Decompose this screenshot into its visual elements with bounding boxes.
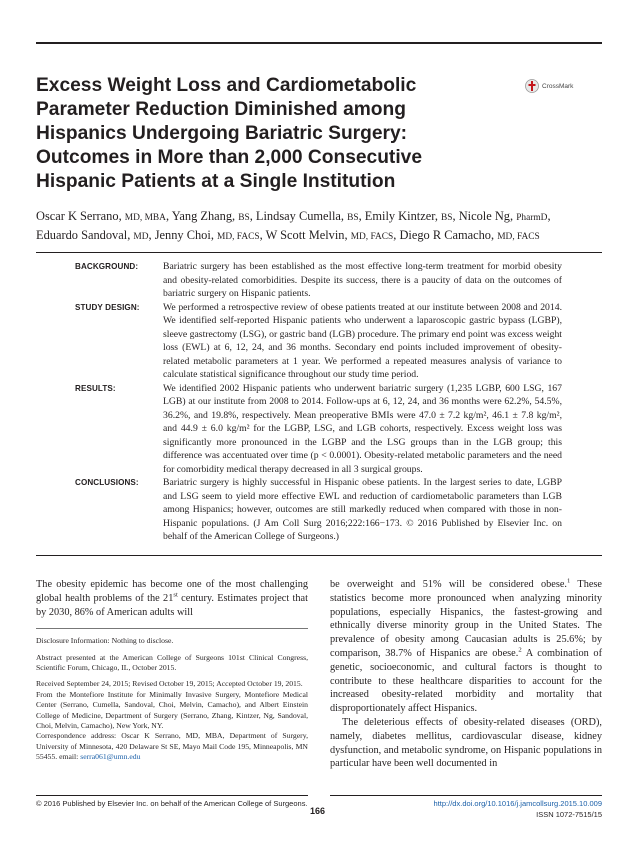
crossmark-icon bbox=[525, 78, 539, 94]
author-degree: BS bbox=[441, 213, 453, 223]
author-degree: MD, MBA bbox=[124, 213, 166, 223]
doi-link[interactable]: http://dx.doi.org/10.1016/j.jamcollsurg.2015.10.009 bbox=[433, 799, 602, 808]
body-text: be overweight and 51% will be considered obese. bbox=[330, 579, 567, 590]
crossmark-badge[interactable] bbox=[525, 78, 573, 94]
abstract-heading: BACKGROUND: bbox=[75, 262, 139, 271]
abstract-heading: RESULTS: bbox=[75, 383, 116, 393]
author-name: Nicole Ng bbox=[458, 209, 510, 223]
footer-right bbox=[434, 799, 602, 820]
affiliation-note: From the Montefiore Institute for Minimally Invasive Surgery, Montefiore Medical Center (Serrano, Cumella, Sandoval, Choi, Melvin, Camacho), and Albert Einstein College of Medicine, Department of Surgery (Serrano, Zhang, Kintzer, Ng, Sandoval, Choi, Melvin, Camacho), New York, NY. bbox=[36, 689, 308, 731]
abstract-top-rule bbox=[36, 252, 602, 253]
author-name: W Scott Melvin bbox=[265, 228, 345, 242]
author-line: Eduardo Sandoval, MD, Jenny Choi, MD, FACS, W Scott Melvin, MD, FACS, Diego R Camacho, MD, FACS bbox=[36, 228, 540, 242]
author-degree: MD bbox=[133, 232, 149, 242]
abstract-heading: CONCLUSIONS: bbox=[75, 478, 139, 487]
correspondence-note bbox=[36, 731, 308, 762]
author-line: Oscar K Serrano, MD, MBA, Yang Zhang, BS, Lindsay Cumella, BS, Emily Kintzer, BS, Nicole Ng, PharmD, bbox=[36, 209, 551, 223]
body-text: A combination of genetic, socioeconomic, and cultural factors is thought to contribute to these healthcare disparities to account for the increased obesity-related morbidity and mortality that disproportionately affect Hispanics. bbox=[330, 647, 602, 715]
author-degree: MD, FACS bbox=[217, 232, 260, 242]
author-name: Yang Zhang bbox=[171, 209, 233, 223]
email-link[interactable]: serra061@umn.edu bbox=[80, 752, 141, 762]
author-degree: BS bbox=[238, 213, 250, 223]
author-name: Jenny Choi bbox=[154, 228, 211, 242]
abstract-bottom-rule bbox=[36, 555, 602, 556]
abstract-section-study-design bbox=[75, 301, 562, 382]
author-name: Emily Kintzer bbox=[364, 209, 435, 223]
abstract-section-results bbox=[75, 382, 562, 477]
disclosure-note: Disclosure Information: Nothing to disclose. bbox=[36, 636, 174, 646]
page-number: 166 bbox=[310, 806, 326, 816]
title-line: Outcomes in More than 2,000 Consecutive bbox=[36, 147, 422, 168]
abstract-heading: STUDY DESIGN: bbox=[75, 302, 140, 312]
author-degree: BS bbox=[347, 213, 359, 223]
author-name: Eduardo Sandoval bbox=[36, 228, 128, 242]
reference-1[interactable]: 1 bbox=[566, 577, 571, 585]
footer-rule-left bbox=[36, 795, 308, 796]
author-degree: PharmD bbox=[516, 213, 548, 223]
article-title bbox=[36, 74, 506, 194]
structured-abstract bbox=[75, 260, 562, 544]
abstract-text: Bariatric surgery is highly successful in Hispanic obese patients. In the largest series to date, LGBP and LSG seem to yield more effective EWL and reduction of cardiometabolic parameters than LGB among Hispanics; however, outcomes are still markedly reduced when compared with those in non-Hispanic populations. (J Am Coll Surg 2016;222:166−173. © 2016 Published by Elsevier Inc. on behalf of the American College of Surgeons.) bbox=[163, 477, 562, 542]
body-text: These statistics become more pronounced when analyzing minority populations, especially Hispanics, the fastest-growing and ethnically diverse minority group in the United States. The prevalence of obesity among Caucasian adults is 25.6%; by comparison, 38.7% of Hispanics are obese. bbox=[330, 579, 602, 659]
abstract-text: Bariatric surgery has been established as the most effective long-term treatment for morbid obesity and obesity-related comorbidities. Despite its success, there is a paucity of data on the outcomes of bariatric surgery on Hispanic patients. bbox=[163, 261, 562, 299]
body-column-left bbox=[36, 578, 308, 763]
author-name: Oscar K Serrano bbox=[36, 209, 119, 223]
footer-rule-right bbox=[330, 795, 602, 796]
author-name: Lindsay Cumella bbox=[255, 209, 341, 223]
body-paragraph bbox=[330, 578, 602, 716]
reference-2[interactable]: 2 bbox=[518, 646, 522, 654]
abstract-section-background bbox=[75, 260, 562, 301]
title-line: Hispanic Patients at a Single Institution bbox=[36, 171, 396, 192]
footnote-rule bbox=[36, 628, 308, 629]
correspondence-text: Correspondence address: Oscar K Serrano, MD, MBA, Department of Surgery, University of Minnesota, 420 Delaware St SE, Mayo Mail Code 195, Minneapolis, MN 55455. email: bbox=[36, 731, 308, 762]
received-note: Received September 24, 2015; Revised October 19, 2015; Accepted October 19, 2015. bbox=[36, 679, 303, 689]
body-paragraph: The obesity epidemic has become one of the most challenging global health problems of the 21st century. Estimates project that by 2030, 86% of American adults will bbox=[36, 579, 308, 618]
article-notes bbox=[36, 636, 308, 762]
footer-copyright: © 2016 Published by Elsevier Inc. on behalf of the American College of Surgeons. bbox=[36, 799, 308, 808]
top-rule bbox=[36, 42, 602, 44]
author-degree: MD, FACS bbox=[350, 232, 394, 242]
author-degree: MD, FACS bbox=[497, 232, 540, 242]
title-line: Hispanics Undergoing Bariatric Surgery: bbox=[36, 123, 408, 144]
title-line: Parameter Reduction Diminished among bbox=[36, 99, 406, 120]
abstract-text: We performed a retrospective review of obese patients treated at our institute between 2008 and 2014. We identified self-reported Hispanic patients who underwent a laparoscopic gastric bypass (LGBP), sleeve gastrectomy (LSG), or gastric band (LGB) procedure. The primary end point was excess weight loss (EWL) at 6, 12, 24, and 36 months. Secondary end points included improvement of obesity-related metabolic parameters at 1 year. We performed a repeated measures analysis of variance to calculate statistical significance throughout our study time period. bbox=[163, 301, 562, 380]
abstract-text: We identified 2002 Hispanic patients who underwent bariatric surgery (1,235 LGBP, 600 LSG, 167 LGB) at our institute from 2008 to 2014. Follow-ups at 6, 12, 24, and 36 months were 62.2%, 54.5%, 36.2%, and 19.8%, respectively. Mean preoperative BMIs were 47.0 ± 7.2 kg/m², 46.1 ± 7.8 kg/m², and 44.9 ± 6.0 kg/m² for the LGBP, LSG, and LGB cohorts, respectively. Excess weight loss was significantly more pronounced in the LGBP and the LSG groups than in the LGB group; this difference was accentuated over time (p < 0.0001). Obesity-related metabolic parameters and the need for comorbidity medical therapy decreased in all 3 surgical groups. bbox=[163, 382, 562, 475]
author-name: Diego R Camacho bbox=[399, 228, 492, 242]
issn: ISSN 1072-7515/15 bbox=[536, 809, 602, 819]
body-column-right bbox=[330, 578, 602, 771]
abstract-section-conclusions bbox=[75, 476, 562, 544]
body-paragraph: The deleterious effects of obesity-related diseases (ORD), namely, diabetes mellitus, cardiovascular disease, kidney dysfunction, and metabolic syndrome, on Hispanic populations in particular have been well documented in bbox=[330, 716, 602, 770]
presentation-note: Abstract presented at the American College of Surgeons 101st Clinical Congress, Scientific Forum, Chicago, IL, October 2015. bbox=[36, 652, 308, 672]
crossmark-label: CrossMark bbox=[542, 82, 574, 90]
author-list bbox=[36, 208, 606, 246]
title-line: Excess Weight Loss and Cardiometabolic bbox=[36, 75, 417, 96]
